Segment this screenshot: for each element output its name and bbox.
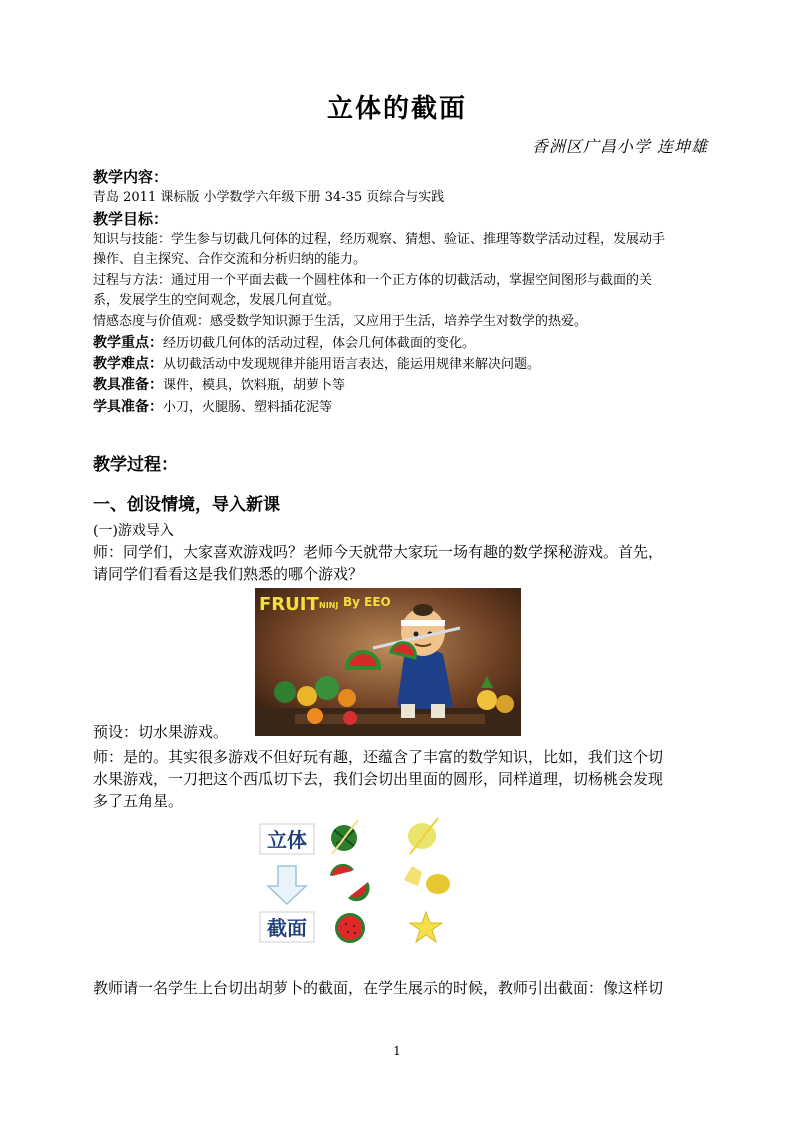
student-prep-label: 学具准备： (93, 399, 163, 415)
page-number: 1 (393, 1044, 401, 1058)
process-heading: 教学过程： (93, 455, 178, 475)
goal1-line2: 操作、自主探究、合作交流和分析归纳的能力。 (93, 252, 367, 267)
goal1-line1: 知识与技能：学生参与切截几何体的过程，经历观察、猜想、验证、推理等数学活动过程，发展动手 (93, 232, 666, 247)
game-logo-sub: NINJ (319, 601, 339, 610)
teacher-prep-text: 课件，模具，饮料瓶，胡萝卜等 (163, 378, 346, 393)
paragraph1-line1: 师：同学们，大家喜欢游戏吗？老师今天就带大家玩一场有趣的数学探秘游戏。首先， (93, 543, 664, 561)
content-heading: 教学内容： (93, 168, 169, 186)
game-logo-text: FRUIT (259, 594, 319, 615)
teacher-prep-line (93, 375, 713, 396)
goal2-line1: 过程与方法：通过用一个平面去截一个圆柱体和一个正方体的切截活动，掌握空间图形与截面的关 (93, 273, 653, 288)
down-arrow-icon (268, 866, 306, 904)
content-text: 青岛 2011 课标版 小学数学六年级下册 34-35 页综合与实践 (93, 190, 445, 205)
student-prep-line (93, 397, 713, 418)
paragraph2-line2: 水果游戏，一刀把这个西瓜切下去，我们会切出里面的圆形，同样道理，切杨桃会发现 (93, 770, 664, 788)
student-prep-text: 小刀，火腿肠、塑料插花泥等 (163, 400, 333, 415)
paragraph3-line1: 教师请一名学生上台切出胡萝卜的截面，在学生展示的时候，教师引出截面：像这样切 (93, 979, 664, 997)
key-point-label: 教学重点： (93, 335, 163, 351)
game-logo-by: By EEO (343, 595, 391, 609)
subsection-1: (一)游戏导入 (93, 523, 174, 539)
cross-section-diagram (258, 816, 458, 952)
key-point-line (93, 333, 713, 354)
page-title: 立体的截面 (326, 94, 467, 124)
star-section-icon (410, 912, 442, 942)
goal2-line2: 系，发展学生的空间观念，发展几何直觉。 (93, 293, 341, 308)
paragraph2-line3: 多了五角星。 (93, 792, 184, 810)
goal3-line: 情感态度与价值观：感受数学知识源于生活，又应用于生活，培养学生对数学的热爱。 (93, 314, 588, 329)
diagram-bottom-label: 截面 (267, 916, 307, 940)
paragraph1-line2: 请同学们看看这是我们熟悉的哪个游戏？ (93, 565, 364, 583)
preset-answer: 预设：切水果游戏。 (93, 723, 229, 741)
section1-heading: 一、创设情境，导入新课 (93, 495, 280, 515)
goals-heading: 教学目标： (93, 210, 169, 228)
fruit-ninja-image (255, 588, 521, 736)
paragraph2-line1: 师：是的。其实很多游戏不但好玩有趣，还蕴含了丰富的数学知识，比如，我们这个切 (93, 748, 664, 766)
diagram-top-label: 立体 (267, 828, 307, 852)
teacher-prep-label: 教具准备： (93, 377, 163, 393)
key-point-text: 经历切截几何体的活动过程，体会几何体截面的变化。 (163, 336, 476, 351)
difficulty-line (93, 354, 713, 375)
difficulty-text: 从切截活动中发现规律并能用语言表达，能运用规律来解决问题。 (163, 357, 541, 372)
author-line: 香洲区广昌小学 连坤雄 (531, 137, 708, 156)
difficulty-label: 教学难点： (93, 356, 163, 372)
